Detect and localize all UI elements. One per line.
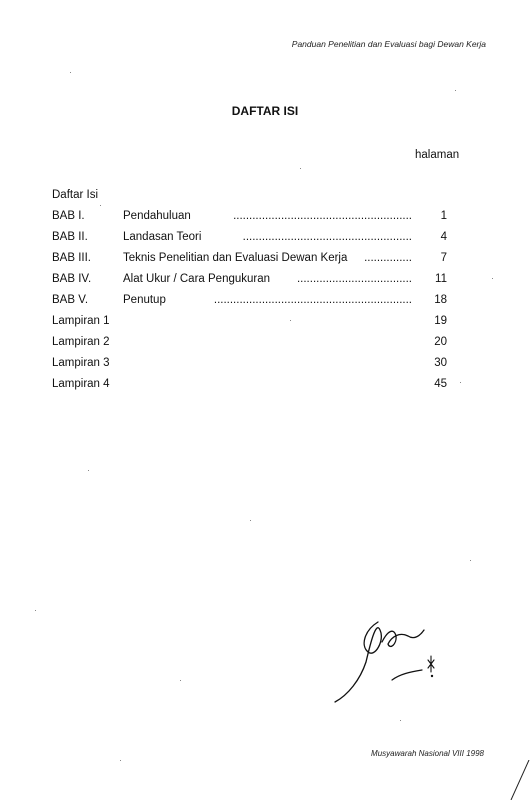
toc-entry — [52, 248, 447, 269]
toc-chapter: BAB V. — [52, 294, 89, 306]
scan-speck — [250, 520, 251, 521]
toc-entry — [52, 206, 447, 227]
table-of-contents — [52, 185, 447, 395]
toc-page-number: 7 — [440, 252, 447, 264]
toc-entry — [52, 227, 447, 248]
scan-speck — [460, 382, 461, 383]
toc-entry — [52, 269, 447, 290]
toc-page-number: 18 — [434, 294, 447, 306]
toc-chapter: BAB IV. — [52, 273, 92, 285]
scan-speck — [300, 168, 301, 169]
scan-speck — [180, 680, 181, 681]
scan-speck — [120, 760, 121, 761]
toc-heading — [52, 185, 447, 206]
toc-page-number: 19 — [434, 315, 447, 327]
page-title: DAFTAR ISI — [231, 104, 299, 118]
toc-title: Teknis Penelitian dan Evaluasi Dewan Kerja — [123, 252, 348, 264]
scan-edge-mark — [505, 760, 530, 800]
toc-entry — [52, 353, 447, 374]
toc-page-number: 45 — [434, 378, 447, 390]
toc-title: Pendahuluan — [123, 210, 191, 222]
scan-speck — [35, 610, 36, 611]
toc-chapter: Lampiran 2 — [52, 336, 110, 348]
scan-speck — [290, 320, 291, 321]
running-header: Panduan Penelitian dan Evaluasi bagi Dewan Kerja — [291, 39, 486, 49]
toc-chapter: Lampiran 1 — [52, 315, 110, 327]
toc-entry — [52, 311, 447, 332]
toc-page-number: 20 — [434, 336, 447, 348]
toc-page-number: 11 — [435, 273, 447, 285]
toc-entry — [52, 374, 447, 395]
toc-page-number: 4 — [440, 231, 447, 243]
toc-page-number: 30 — [434, 357, 447, 369]
scan-speck — [70, 72, 71, 73]
toc-chapter: Lampiran 3 — [52, 357, 110, 369]
toc-leader-dots: ..................................................... — [242, 231, 412, 243]
toc-chapter: BAB III. — [52, 252, 91, 264]
toc-title: Penutup — [123, 294, 166, 306]
toc-chapter: BAB I. — [52, 210, 85, 222]
handwritten-signature — [330, 600, 450, 710]
toc-chapter: BAB II. — [52, 231, 88, 243]
toc-leader-dots: ............... — [364, 252, 412, 264]
scan-speck — [492, 278, 493, 279]
scan-speck — [470, 560, 471, 561]
toc-leader-dots: ........................................................ — [233, 210, 412, 222]
toc-title: Alat Ukur / Cara Pengukuran — [123, 273, 271, 285]
toc-heading-label: Daftar Isi — [52, 189, 99, 201]
toc-leader-dots: .............................................................. — [213, 294, 412, 306]
running-footer: Musyawarah Nasional VIII 1998 — [371, 749, 484, 758]
scan-speck — [455, 90, 456, 91]
scan-speck — [400, 720, 401, 721]
toc-leader-dots: .................................... — [296, 273, 412, 285]
toc-entry — [52, 290, 447, 311]
toc-title: Landasan Teori — [123, 231, 202, 243]
toc-chapter: Lampiran 4 — [52, 378, 110, 390]
scan-speck — [88, 470, 89, 471]
page-column-label: halaman — [415, 149, 460, 161]
toc-entry — [52, 332, 447, 353]
toc-page-number: 1 — [440, 210, 447, 222]
scan-speck — [100, 205, 101, 206]
